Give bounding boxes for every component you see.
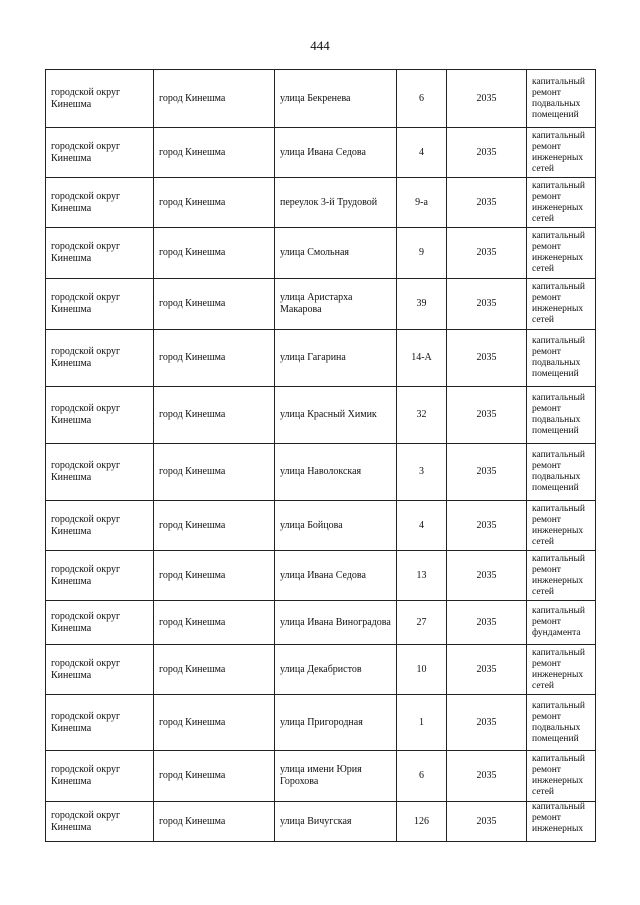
district-cell: городской округ Кинешма (46, 330, 154, 387)
street-cell: улица Бойцова (275, 501, 397, 551)
settlement-cell: город Кинешма (154, 645, 275, 695)
page-number: 444 (310, 38, 330, 53)
street-cell: улица Аристарха Макарова (275, 279, 397, 330)
settlement-cell: город Кинешма (154, 501, 275, 551)
house-cell: 14-А (397, 330, 447, 387)
work-type-cell: капитальный ремонт инженерных (527, 802, 596, 842)
work-type-cell: капитальный ремонт подвальных помещений (527, 444, 596, 501)
table-row (46, 387, 596, 444)
district-cell: городской округ Кинешма (46, 802, 154, 842)
district-cell: городской округ Кинешма (46, 444, 154, 501)
house-cell: 10 (397, 645, 447, 695)
table-row (46, 228, 596, 279)
year-cell: 2035 (447, 501, 527, 551)
settlement-cell: город Кинешма (154, 751, 275, 802)
house-cell: 1 (397, 695, 447, 751)
district-cell: городской округ Кинешма (46, 128, 154, 178)
settlement-cell: город Кинешма (154, 70, 275, 128)
work-type-cell: капитальный ремонт инженерных сетей (527, 645, 596, 695)
table-row (46, 178, 596, 228)
street-cell: улица Бекренева (275, 70, 397, 128)
district-cell: городской округ Кинешма (46, 279, 154, 330)
year-cell: 2035 (447, 601, 527, 645)
registry-table-body (46, 70, 596, 842)
year-cell: 2035 (447, 695, 527, 751)
year-cell: 2035 (447, 70, 527, 128)
house-cell: 32 (397, 387, 447, 444)
house-cell: 27 (397, 601, 447, 645)
district-cell: городской округ Кинешма (46, 551, 154, 601)
year-cell: 2035 (447, 444, 527, 501)
house-cell: 9 (397, 228, 447, 279)
year-cell: 2035 (447, 387, 527, 444)
year-cell: 2035 (447, 802, 527, 842)
settlement-cell: город Кинешма (154, 228, 275, 279)
settlement-cell: город Кинешма (154, 178, 275, 228)
work-type-cell: капитальный ремонт подвальных помещений (527, 70, 596, 128)
table-row (46, 645, 596, 695)
table-row (46, 802, 596, 842)
house-cell: 6 (397, 70, 447, 128)
work-type-cell: капитальный ремонт подвальных помещений (527, 695, 596, 751)
year-cell: 2035 (447, 128, 527, 178)
work-type-cell: капитальный ремонт инженерных сетей (527, 751, 596, 802)
district-cell: городской округ Кинешма (46, 695, 154, 751)
district-cell: городской округ Кинешма (46, 228, 154, 279)
settlement-cell: город Кинешма (154, 802, 275, 842)
settlement-cell: город Кинешма (154, 695, 275, 751)
street-cell: улица Ивана Седова (275, 551, 397, 601)
settlement-cell: город Кинешма (154, 330, 275, 387)
settlement-cell: город Кинешма (154, 444, 275, 501)
settlement-cell: город Кинешма (154, 551, 275, 601)
work-type-cell: капитальный ремонт инженерных сетей (527, 228, 596, 279)
table-row (46, 279, 596, 330)
settlement-cell: город Кинешма (154, 601, 275, 645)
year-cell: 2035 (447, 228, 527, 279)
house-cell: 3 (397, 444, 447, 501)
work-type-cell: капитальный ремонт фундамента (527, 601, 596, 645)
street-cell: улица Гагарина (275, 330, 397, 387)
table-row (46, 444, 596, 501)
house-cell: 9-а (397, 178, 447, 228)
district-cell: городской округ Кинешма (46, 501, 154, 551)
house-cell: 39 (397, 279, 447, 330)
table-row (46, 330, 596, 387)
district-cell: городской округ Кинешма (46, 645, 154, 695)
district-cell: городской округ Кинешма (46, 178, 154, 228)
year-cell: 2035 (447, 551, 527, 601)
street-cell: улица Вичугская (275, 802, 397, 842)
house-cell: 126 (397, 802, 447, 842)
table-row (46, 70, 596, 128)
street-cell: улица имени Юрия Горохова (275, 751, 397, 802)
settlement-cell: город Кинешма (154, 128, 275, 178)
district-cell: городской округ Кинешма (46, 751, 154, 802)
street-cell: улица Пригородная (275, 695, 397, 751)
year-cell: 2035 (447, 751, 527, 802)
district-cell: городской округ Кинешма (46, 601, 154, 645)
year-cell: 2035 (447, 645, 527, 695)
work-type-cell: капитальный ремонт инженерных сетей (527, 128, 596, 178)
year-cell: 2035 (447, 330, 527, 387)
table-row (46, 751, 596, 802)
house-cell: 4 (397, 501, 447, 551)
work-type-cell: капитальный ремонт инженерных сетей (527, 551, 596, 601)
registry-table (45, 69, 596, 842)
year-cell: 2035 (447, 279, 527, 330)
house-cell: 4 (397, 128, 447, 178)
street-cell: переулок 3-й Трудовой (275, 178, 397, 228)
settlement-cell: город Кинешма (154, 279, 275, 330)
street-cell: улица Наволокская (275, 444, 397, 501)
district-cell: городской округ Кинешма (46, 70, 154, 128)
street-cell: улица Смольная (275, 228, 397, 279)
settlement-cell: город Кинешма (154, 387, 275, 444)
table-row (46, 601, 596, 645)
table-row (46, 128, 596, 178)
table-row (46, 551, 596, 601)
table-row (46, 501, 596, 551)
work-type-cell: капитальный ремонт инженерных сетей (527, 501, 596, 551)
work-type-cell: капитальный ремонт инженерных сетей (527, 279, 596, 330)
street-cell: улица Ивана Виноградова (275, 601, 397, 645)
year-cell: 2035 (447, 178, 527, 228)
work-type-cell: капитальный ремонт инженерных сетей (527, 178, 596, 228)
work-type-cell: капитальный ремонт подвальных помещений (527, 387, 596, 444)
street-cell: улица Декабристов (275, 645, 397, 695)
work-type-cell: капитальный ремонт подвальных помещений (527, 330, 596, 387)
street-cell: улица Ивана Седова (275, 128, 397, 178)
house-cell: 13 (397, 551, 447, 601)
house-cell: 6 (397, 751, 447, 802)
table-row (46, 695, 596, 751)
district-cell: городской округ Кинешма (46, 387, 154, 444)
street-cell: улица Красный Химик (275, 387, 397, 444)
